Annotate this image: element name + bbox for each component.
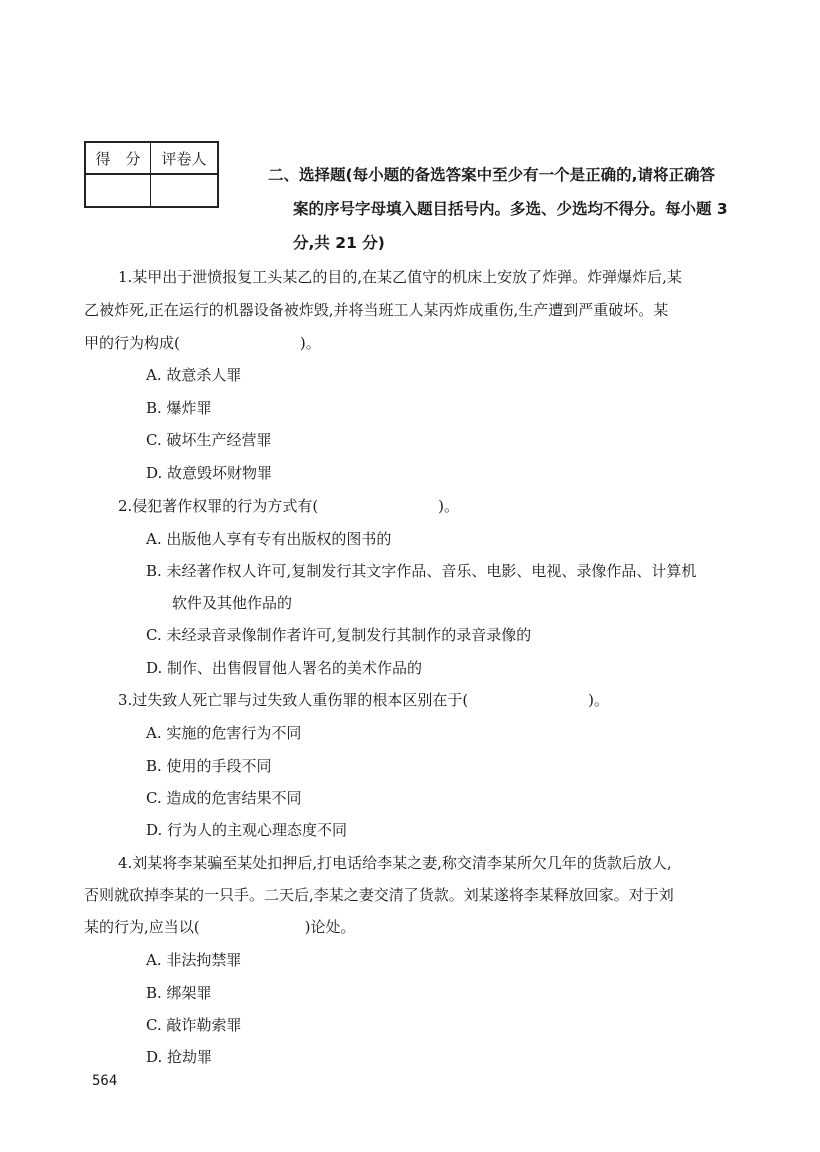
question-2-option-a[interactable]: A. 出版他人享有专有出版权的图书的 (146, 530, 392, 548)
score-cell[interactable] (85, 174, 151, 207)
question-4-option-a[interactable]: A. 非法拘禁罪 (146, 951, 242, 969)
score-header: 得 分 (85, 142, 151, 174)
question-4-option-b[interactable]: B. 绑架罪 (146, 984, 212, 1002)
question-3-option-a[interactable]: A. 实施的危害行为不同 (146, 724, 302, 742)
section-heading-line: 分,共 21 分) (293, 234, 385, 252)
page-number: 564 (92, 1073, 118, 1089)
question-1-line: 甲的行为构成( )。 (84, 334, 321, 352)
grader-header: 评卷人 (151, 142, 219, 174)
score-box (84, 141, 219, 208)
section-heading-line: 案的序号字母填入题目括号内。多选、少选均不得分。每小题 3 (293, 200, 728, 218)
question-4-option-c[interactable]: C. 敲诈勒索罪 (146, 1016, 242, 1034)
question-2-line: 2.侵犯著作权罪的行为方式有( )。 (118, 497, 460, 515)
grader-cell[interactable] (151, 174, 219, 207)
question-1-option-a[interactable]: A. 故意杀人罪 (146, 366, 242, 384)
question-3-option-d[interactable]: D. 行为人的主观心理态度不同 (146, 821, 348, 839)
question-1-option-d[interactable]: D. 故意毁坏财物罪 (146, 464, 273, 482)
question-4-line: 4.刘某将李某骗至某处扣押后,打电话给李某之妻,称交清李某所欠几年的货款后放人, (118, 854, 672, 872)
section-heading (268, 158, 758, 260)
question-3-option-c[interactable]: C. 造成的危害结果不同 (146, 789, 302, 807)
question-1-line: 乙被炸死,正在运行的机器设备被炸毁,并将当班工人某丙炸成重伤,生产遭到严重破坏。某 (84, 301, 669, 319)
question-4-line: 否则就砍掉李某的一只手。二天后,李某之妻交清了货款。刘某遂将李某释放回家。对于刘 (84, 886, 674, 904)
question-4-option-d[interactable]: D. 抢劫罪 (146, 1048, 213, 1066)
question-1-option-b[interactable]: B. 爆炸罪 (146, 399, 212, 417)
question-2-option-b-cont: 软件及其他作品的 (172, 594, 293, 612)
question-2-option-b[interactable]: B. 未经著作权人许可,复制发行其文字作品、音乐、电影、电视、录像作品、计算机 (146, 562, 697, 580)
question-1-line: 1.某甲出于泄愤报复工头某乙的目的,在某乙值守的机床上安放了炸弹。炸弹爆炸后,某 (118, 268, 682, 286)
question-3-line: 3.过失致人死亡罪与过失致人重伤罪的根本区别在于( )。 (118, 691, 610, 709)
section-heading-line: 二、选择题(每小题的备选答案中至少有一个是正确的,请将正确答 (268, 166, 715, 184)
question-3-option-b[interactable]: B. 使用的手段不同 (146, 757, 272, 775)
question-2-option-d[interactable]: D. 制作、出售假冒他人署名的美术作品的 (146, 659, 423, 677)
question-1-option-c[interactable]: C. 破坏生产经营罪 (146, 431, 272, 449)
question-2-option-c[interactable]: C. 未经录音录像制作者许可,复制发行其制作的录音录像的 (146, 626, 532, 644)
question-4-line: 某的行为,应当以( )论处。 (84, 918, 356, 936)
